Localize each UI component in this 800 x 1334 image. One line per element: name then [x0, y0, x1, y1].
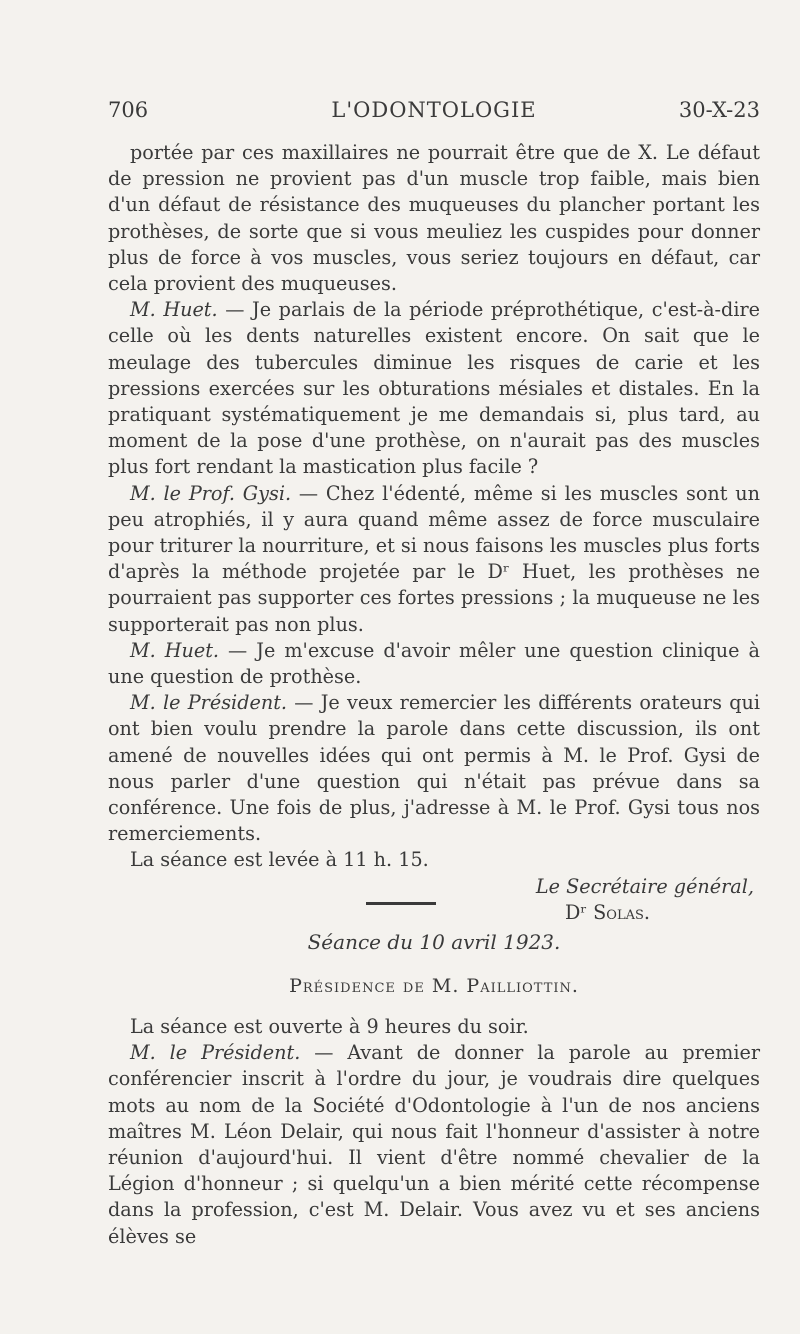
- paragraph: [108, 481, 760, 638]
- paragraph-text: portée par ces maxillaires ne pourrait être que de X. Le défaut de pression ne provient pas d'un muscle trop faible, mais bien d'un défaut de résistance des muqueuses du plancher portant les prothèses, de sorte que si vous meuliez les cuspides pour donner plus de force à vos muscles, vous seriez toujours en défaut, car cela provient des muqueuses.: [108, 141, 760, 296]
- paragraph-text: La séance est levée à 11 h. 15.: [130, 848, 429, 872]
- session-text: [108, 1014, 760, 1250]
- paragraph: [108, 638, 760, 690]
- signature-block: [108, 874, 760, 926]
- session-heading: Séance du 10 avril 1923.: [307, 930, 561, 954]
- paragraph: [108, 1040, 760, 1250]
- issue-date: 30-X-23: [678, 98, 760, 122]
- signature-title: Le Secrétaire général,: [535, 874, 754, 898]
- paragraph: [108, 297, 760, 480]
- section-divider: [366, 902, 436, 905]
- paragraph-text: — Avant de donner la parole au premier conférencier inscrit à l'ordre du jour, je voudrais dire quelques mots au nom de la Société d'Odontologie à l'un de nos anciens maîtres M. Léon Delair, qui nous fait l'honneur d'assister à notre réunion d'aujourd'hui. Il vient d'être nommé chevalier de la Légion d'honneur ; si quelqu'un a bien mérité cette récompense dans la profession, c'est M. Delair. Vous avez vu et ses anciens élèves se: [108, 1041, 760, 1248]
- signature-name: Dʳ Solas.: [565, 900, 650, 924]
- paragraph-text: — Je parlais de la période préprothétique, c'est-à-dire celle où les dents naturelles existent encore. On sait que le meulage des tubercules diminue les risques de carie et les pressions exercées sur les obturations mésiales et distales. En la pratiquant systématiquement je me demandais si, plus tard, au moment de la pose d'une prothèse, on n'aurait pas des muscles plus fort rendant la mastication plus facile ?: [108, 298, 760, 479]
- page-number: 706: [108, 98, 149, 122]
- paragraph: [108, 690, 760, 847]
- paragraph: [108, 847, 760, 873]
- speaker-name: M. le Président.: [130, 1041, 301, 1065]
- speaker-name: M. le Président.: [130, 691, 287, 715]
- session-presidence: Présidence de M. Pailliottin.: [289, 975, 579, 997]
- paragraph-text: — Je veux remercier les différents orateurs qui ont bien voulu prendre la parole dans cette discussion, ils ont amené de nouvelles idées qui ont permis à M. le Prof. Gysi de nous parler d'une question qui n'était pas prévue dans sa conférence. Une fois de plus, j'adresse à M. le Prof. Gysi tous nos remerciements.: [108, 691, 760, 846]
- running-header: [108, 98, 760, 128]
- paragraph-text: La séance est ouverte à 9 heures du soir.: [130, 1015, 529, 1038]
- paragraph: [108, 1014, 760, 1040]
- speaker-name: M. Huet.: [130, 638, 220, 662]
- paragraph-text: — Chez l'édenté, même si les muscles sont un peu atrophiés, il y aura quand même assez de force musculaire pour triturer la nourriture, et si nous faisons les muscles plus forts d'après la méthode projetée par le Dʳ Huet, les prothèses ne pourraient pas supporter ces fortes pressions ; la muqueuse ne les supporterait pas non plus.: [108, 481, 760, 636]
- discussion-text: [108, 140, 760, 926]
- paragraph: [108, 140, 760, 297]
- journal-title: L'ODONTOLOGIE: [331, 98, 537, 122]
- paragraph-text: — Je m'excuse d'avoir mêler une question clinique à une question de prothèse.: [108, 638, 760, 689]
- speaker-name: M. Huet.: [130, 298, 218, 322]
- speaker-name: M. le Prof. Gysi.: [130, 481, 292, 505]
